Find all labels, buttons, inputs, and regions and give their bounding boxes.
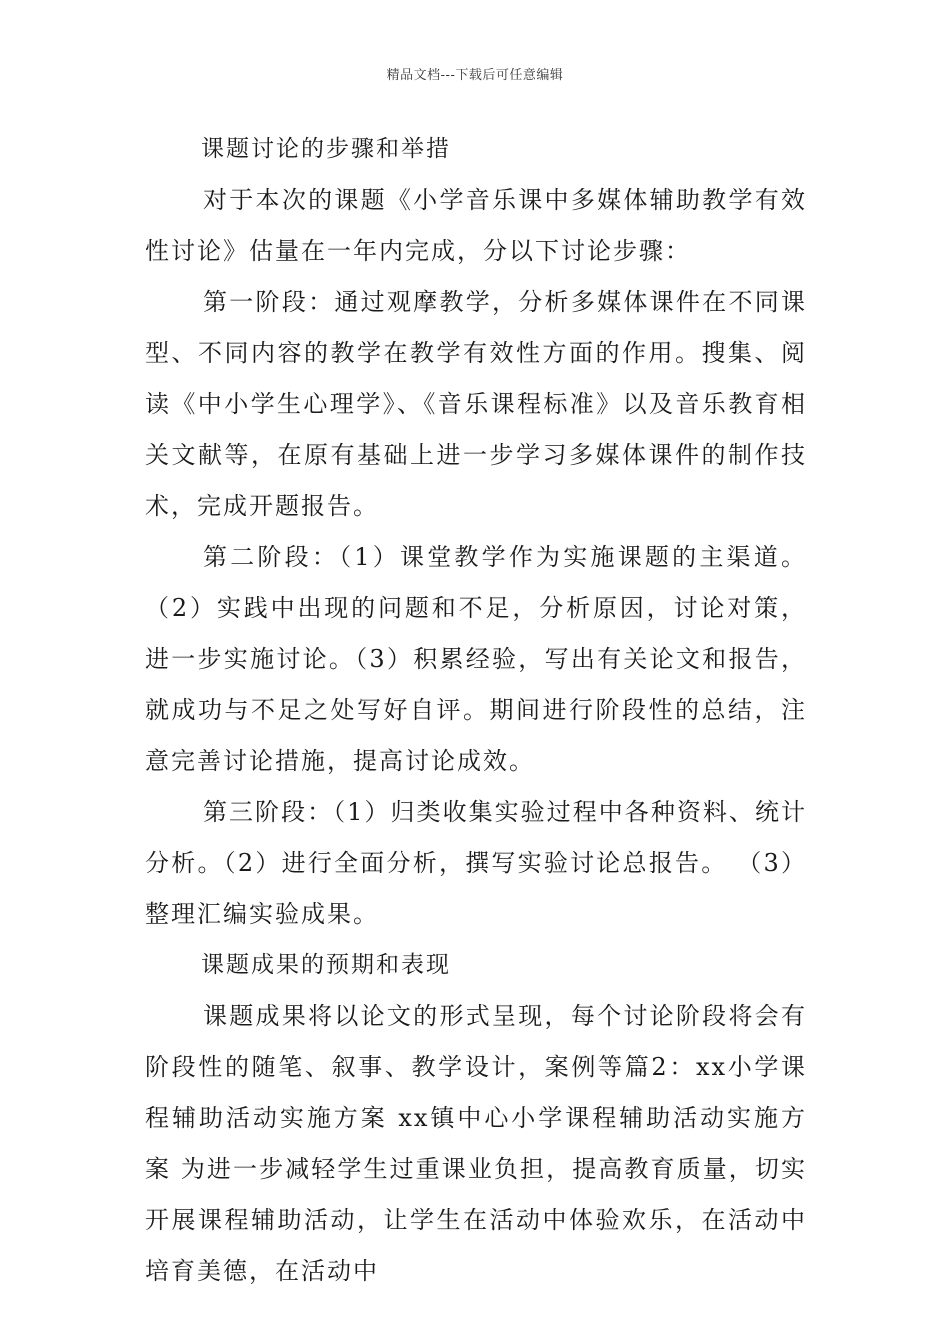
paragraph-outcomes: 课题成果将以论文的形式呈现，每个讨论阶段将会有阶段性的随笔、叙事、教学设计，案例等篇2：xx小学课程辅助活动实施方案 xx镇中心小学课程辅助活动实施方案 为进一步减轻学生过重课业负担，提高教育质量，切实开展课程辅助活动，让学生在活动中体验欢乐，在活动中培育美德，在活动中 xyxy=(145,1002,807,1285)
document-body xyxy=(145,124,807,1297)
page-header: 精品文档---下载后可任意编辑 xyxy=(386,68,564,83)
paragraph-intro: 对于本次的课题《小学音乐课中多媒体辅助教学有效性讨论》估量在一年内完成，分以下讨论步骤： xyxy=(145,186,807,265)
paragraph-stage-two: 第二阶段：（1）课堂教学作为实施课题的主渠道。（2）实践中出现的问题和不足，分析原因，讨论对策，进一步实施讨论。（3）积累经验，写出有关论文和报告，就成功与不足之处写好自评。期间进行阶段性的总结，注意完善讨论措施，提高讨论成效。 xyxy=(145,543,807,775)
section-heading-steps: 课题讨论的步骤和举措 xyxy=(201,136,451,162)
paragraph-stage-three: 第三阶段：（1）归类收集实验过程中各种资料、统计分析。（2）进行全面分析，撰写实验讨论总报告。 （3）整理汇编实验成果。 xyxy=(145,798,807,928)
section-heading-outcomes: 课题成果的预期和表现 xyxy=(201,952,451,978)
paragraph-stage-one: 第一阶段：通过观摩教学，分析多媒体课件在不同课型、不同内容的教学在教学有效性方面的作用。搜集、阅读《中小学生心理学》、《音乐课程标准》以及音乐教育相关文献等，在原有基础上进一步学习多媒体课件的制作技术，完成开题报告。 xyxy=(145,288,807,520)
